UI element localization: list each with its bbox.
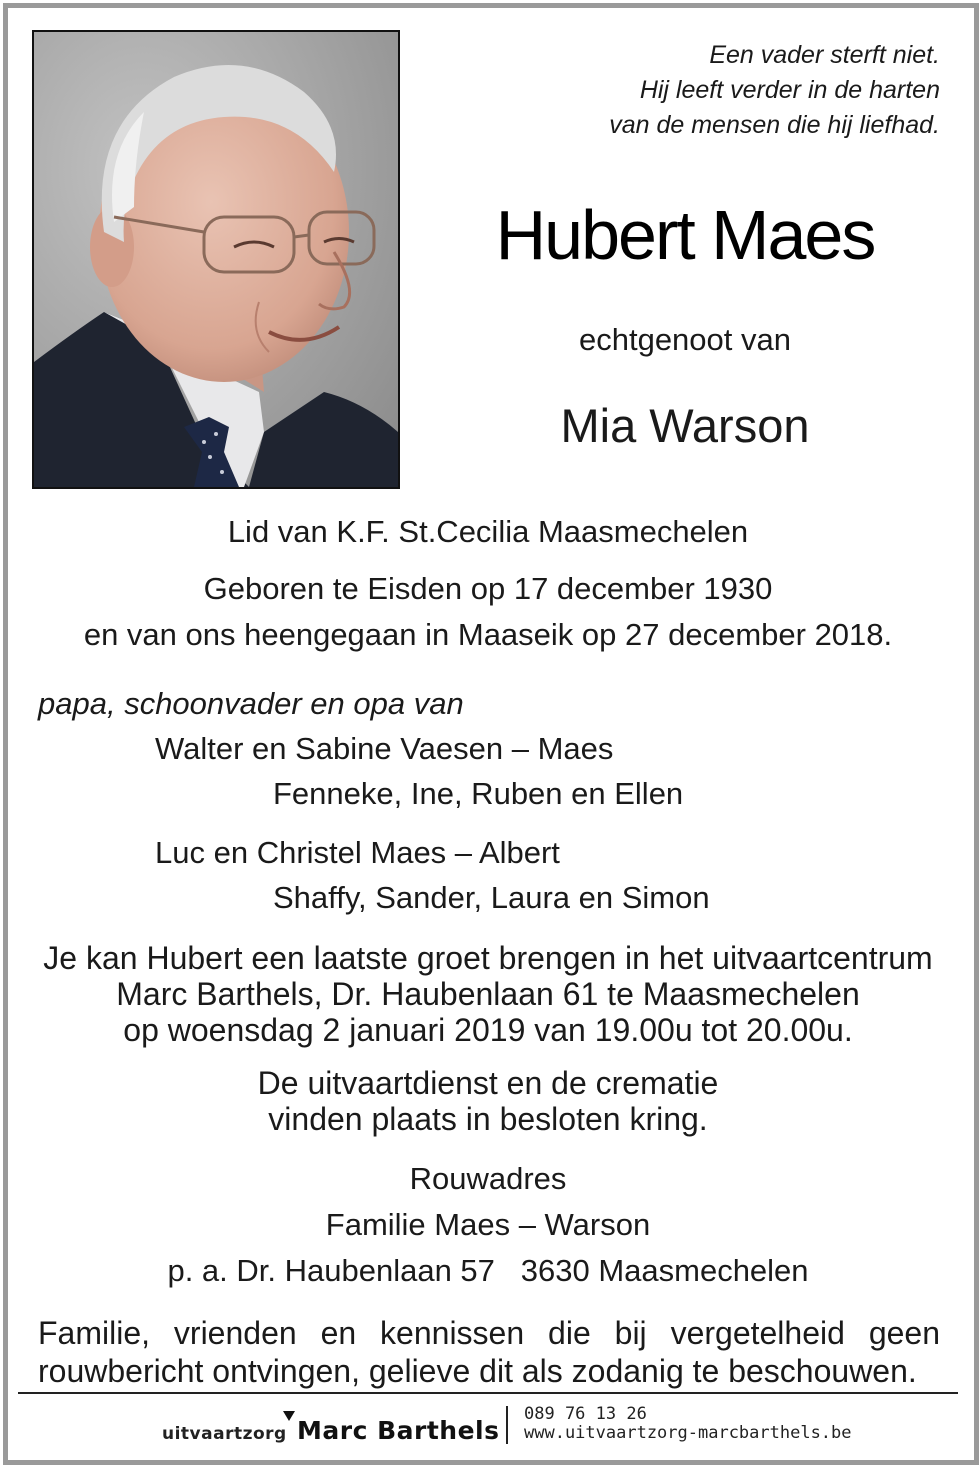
membership-line: Lid van K.F. St.Cecilia Maasmechelen (227, 514, 749, 549)
phone-number: 089 76 13 26 (524, 1404, 647, 1424)
quote-line: Hij leeft verder in de harten (639, 76, 940, 104)
spouse-name: Mia Warson (560, 399, 810, 452)
quote-line: Een vader sterft niet. (709, 41, 940, 69)
visitation-line: op woensdag 2 januari 2019 van 19.00u tot 20.00u. (123, 1012, 853, 1048)
footer-separator (506, 1406, 508, 1444)
brand-prefix: uitvaartzorg (162, 1424, 287, 1444)
memorial-quote (520, 38, 940, 143)
grandchildren: Fenneke, Ine, Ruben en Ellen (273, 776, 684, 811)
portrait-illustration (34, 32, 398, 487)
address-label: Rouwadres (409, 1161, 567, 1196)
birth-line: Geboren te Eisden op 17 december 1930 (203, 571, 773, 606)
notice-paragraph (38, 1314, 940, 1390)
notice-line: Familie, vrienden en kennissen die bij vergetelheid geen (38, 1315, 940, 1351)
address-family: Familie Maes – Warson (325, 1207, 651, 1242)
death-line: en van ons heengegaan in Maaseik op 27 december 2018. (83, 617, 893, 652)
brand-name: Marc Barthels (297, 1416, 500, 1445)
visitation-line: Je kan Hubert een laatste groet brengen in het uitvaartcentrum (43, 940, 933, 976)
service-line: vinden plaats in besloten kring. (268, 1101, 708, 1137)
deceased-name: Hubert Maes (495, 196, 875, 274)
visitation-line: Marc Barthels, Dr. Haubenlaan 61 te Maasmechelen (116, 976, 860, 1012)
notice-line: rouwbericht ontvingen, gelieve dit als zodanig te beschouwen. (38, 1353, 917, 1389)
brand-triangle-icon (283, 1411, 295, 1421)
footer-divider (18, 1392, 958, 1394)
quote-line: van de mensen die hij liefhad. (609, 111, 940, 139)
service-line: De uitvaartdienst en de crematie (257, 1065, 719, 1101)
child-couple: Walter en Sabine Vaesen – Maes (155, 731, 614, 766)
portrait-photo (32, 30, 400, 489)
address-street: p. a. Dr. Haubenlaan 57 3630 Maasmechelen (167, 1253, 809, 1288)
relation-label: papa, schoonvader en opa van (38, 686, 464, 721)
spouse-label: echtgenoot van (578, 322, 791, 357)
child-couple: Luc en Christel Maes – Albert (155, 835, 560, 870)
grandchildren: Shaffy, Sander, Laura en Simon (273, 880, 710, 915)
website-link: www.uitvaartzorg-marcbarthels.be (524, 1423, 852, 1443)
footer (0, 1402, 976, 1452)
